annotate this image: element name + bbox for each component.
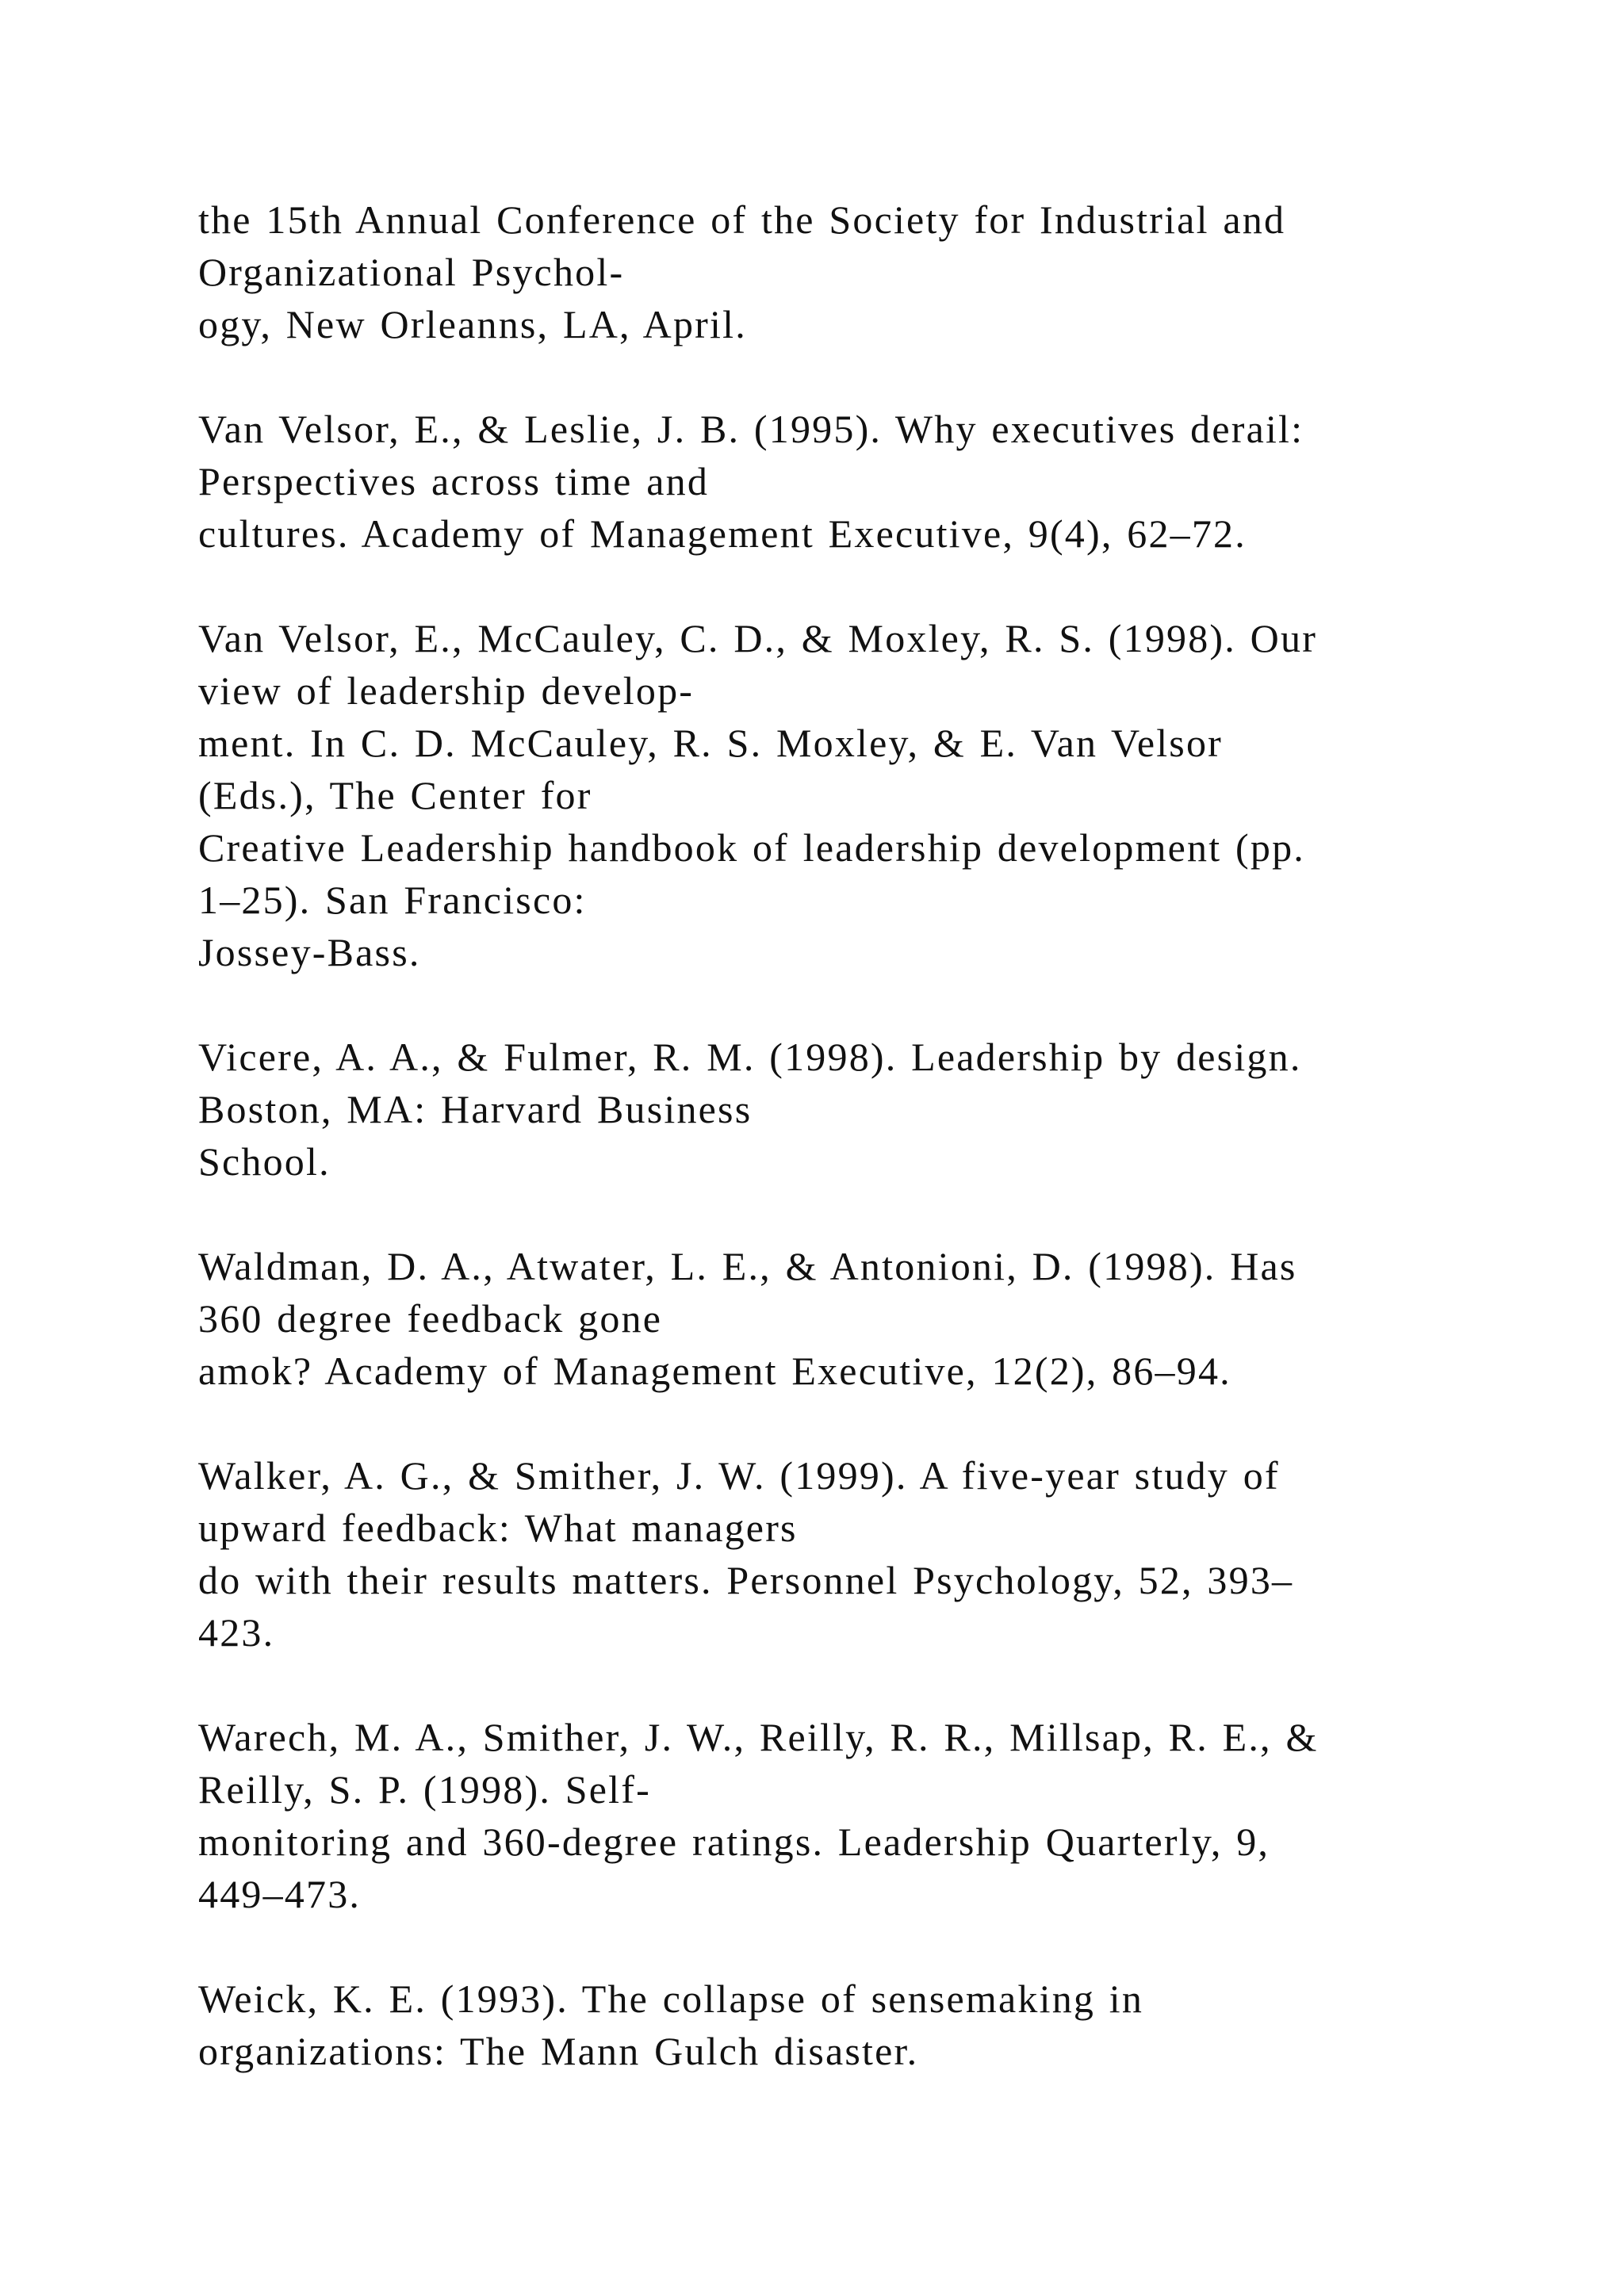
reference-entry xyxy=(198,612,1499,978)
reference-entry xyxy=(198,1449,1499,1659)
reference-line: Waldman, D. A., Atwater, L. E., & Antonioni, D. (1998). Has xyxy=(198,1244,1297,1288)
reference-line: Van Velsor, E., McCauley, C. D., & Moxley, R. S. (1998). Our xyxy=(198,616,1318,660)
reference-entry xyxy=(198,1031,1499,1188)
reference-line: Van Velsor, E., & Leslie, J. B. (1995). Why executives derail: xyxy=(198,407,1304,451)
reference-line: School. xyxy=(198,1139,331,1184)
reference-line: the 15th Annual Conference of the Society for Industrial and xyxy=(198,197,1286,242)
reference-line: Warech, M. A., Smither, J. W., Reilly, R. R., Millsap, R. E., & xyxy=(198,1715,1319,1759)
reference-line: ogy, New Orleanns, LA, April. xyxy=(198,302,747,346)
reference-line: (Eds.), The Center for xyxy=(198,773,592,817)
reference-line: 360 degree feedback gone xyxy=(198,1296,663,1341)
reference-line: Vicere, A. A., & Fulmer, R. M. (1998). Leadership by design. xyxy=(198,1035,1302,1079)
reference-line: organizations: The Mann Gulch disaster. xyxy=(198,2029,919,2073)
reference-line: cultures. Academy of Management Executive, 9(4), 62–72. xyxy=(198,511,1247,556)
reference-entry xyxy=(198,193,1499,350)
reference-line: Jossey-Bass. xyxy=(198,930,421,974)
reference-line: 423. xyxy=(198,1610,275,1655)
reference-line: Reilly, S. P. (1998). Self- xyxy=(198,1767,651,1812)
reference-line: Weick, K. E. (1993). The collapse of sensemaking in xyxy=(198,1976,1144,2021)
reference-line: amok? Academy of Management Executive, 12(2), 86–94. xyxy=(198,1349,1231,1393)
reference-line: monitoring and 360-degree ratings. Leadership Quarterly, 9, xyxy=(198,1820,1270,1864)
reference-entry xyxy=(198,1711,1499,1920)
reference-line: upward feedback: What managers xyxy=(198,1506,798,1550)
reference-entry xyxy=(198,1973,1499,2077)
reference-line: Walker, A. G., & Smither, J. W. (1999). A five-year study of xyxy=(198,1453,1280,1498)
reference-list xyxy=(198,193,1499,2130)
reference-line: 1–25). San Francisco: xyxy=(198,878,587,922)
reference-line: Perspectives across time and xyxy=(198,459,710,503)
reference-line: Boston, MA: Harvard Business xyxy=(198,1087,753,1131)
reference-line: ment. In C. D. McCauley, R. S. Moxley, & E. Van Velsor xyxy=(198,721,1224,765)
reference-line: 449–473. xyxy=(198,1872,362,1916)
reference-line: Organizational Psychol- xyxy=(198,250,625,294)
reference-entry xyxy=(198,403,1499,560)
reference-line: Creative Leadership handbook of leadership development (pp. xyxy=(198,825,1305,870)
reference-line: do with their results matters. Personnel Psychology, 52, 393– xyxy=(198,1558,1294,1602)
reference-entry xyxy=(198,1240,1499,1397)
reference-line: view of leadership develop- xyxy=(198,668,695,713)
